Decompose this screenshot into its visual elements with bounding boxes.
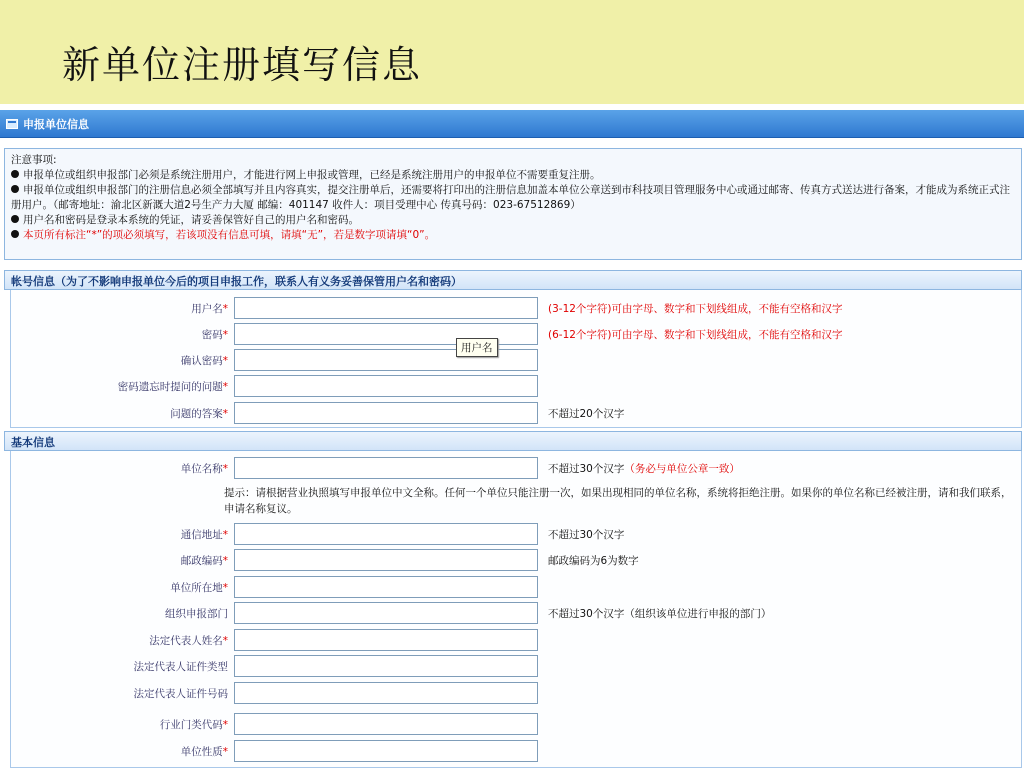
notice-line-2: 申报单位或组织申报部门的注册信息必须全部填写并且内容真实，提交注册单后，还需要将打印出的注册信息加盖本单位公章送到市科技项目管理服务中心或通过邮寄、传真方式送达进行备案，才能成为系统正式注册用户。（邮寄地址：渝北区新溉大道2号生产力大厦 邮编：401147 收件人：项目受理中心 传真号码：023-67512869） xyxy=(11,184,1010,211)
unit-name-tip: 提示：请根据营业执照填写申报单位中文全称。任何一个单位只能注册一次，如果出现相同的单位名称，系统将拒绝注册。如果你的单位名称已经被注册，请和我们联系，申请名称复议。 xyxy=(224,487,1012,515)
security-question-label: 密码遗忘时提问的问题 xyxy=(117,381,223,393)
postcode-input[interactable] xyxy=(234,549,538,571)
legal-rep-name-row xyxy=(10,627,1022,653)
legal-rep-name-input[interactable] xyxy=(234,629,538,651)
basic-section-header: 基本信息 xyxy=(4,431,1022,451)
account-section-header: 帐号信息（为了不影响申报单位今后的项目申报工作，联系人有义务妥善保管用户名和密码） xyxy=(4,270,1022,290)
security-question-row xyxy=(10,373,1022,399)
form-title-bar xyxy=(0,110,1024,138)
notice-line-3: 用户名和密码是登录本系统的凭证，请妥善保管好自己的用户名和密码。 xyxy=(11,213,1015,228)
postcode-row xyxy=(10,547,1022,573)
security-answer-label: 问题的答案 xyxy=(170,408,223,420)
legal-rep-id-type-label: 法定代表人证件类型 xyxy=(133,661,228,673)
address-hint: 不超过30个汉字 xyxy=(548,529,625,541)
slide-header xyxy=(0,0,1024,104)
notice-line-4: 本页所有标注“*”的项必须填写，若该项没有信息可填，请填“无”，若是数字项请填“0”。 xyxy=(11,228,1015,243)
security-answer-hint: 不超过20个汉字 xyxy=(548,408,625,420)
industry-code-input[interactable] xyxy=(234,713,538,735)
unit-name-input[interactable] xyxy=(234,457,538,479)
required-mark: * xyxy=(222,329,228,341)
bullet-icon xyxy=(11,185,19,193)
required-mark: * xyxy=(222,408,228,420)
confirm-password-label: 确认密码 xyxy=(180,355,223,367)
location-row xyxy=(10,574,1022,600)
password-label: 密码 xyxy=(201,329,223,341)
username-tooltip: 用户名 xyxy=(456,338,498,357)
unit-name-hint-red: （务必与单位公章一致） xyxy=(624,463,740,475)
required-mark: * xyxy=(222,355,228,367)
org-dept-row xyxy=(10,600,1022,626)
bullet-icon xyxy=(11,230,19,238)
postcode-hint: 邮政编码为6为数字 xyxy=(548,555,639,567)
unit-name-row xyxy=(10,455,1022,481)
notice-box xyxy=(4,148,1022,260)
password-row xyxy=(10,321,1022,347)
unit-nature-input[interactable] xyxy=(234,740,538,762)
location-label: 单位所在地 xyxy=(170,582,223,594)
unit-nature-row xyxy=(10,738,1022,764)
address-row xyxy=(10,521,1022,547)
location-input[interactable] xyxy=(234,576,538,598)
required-mark: * xyxy=(222,635,228,647)
form-window-icon xyxy=(6,119,18,129)
org-dept-label: 组织申报部门 xyxy=(165,608,228,620)
required-mark: * xyxy=(222,381,228,393)
username-hint: (3-12个字符)可由字母、数字和下划线组成，不能有空格和汉字 xyxy=(548,303,843,315)
address-label: 通信地址 xyxy=(180,529,223,541)
password-hint: (6-12个字符)可由字母、数字和下划线组成，不能有空格和汉字 xyxy=(548,329,843,341)
username-label: 用户名 xyxy=(191,303,223,315)
required-mark: * xyxy=(222,746,228,758)
org-dept-input[interactable] xyxy=(234,602,538,624)
legal-rep-id-number-row xyxy=(10,680,1022,706)
required-mark: * xyxy=(222,719,228,731)
security-answer-row xyxy=(10,400,1022,426)
unit-name-label: 单位名称 xyxy=(180,463,223,475)
confirm-password-row xyxy=(10,347,1022,373)
legal-rep-name-label: 法定代表人姓名 xyxy=(149,635,223,647)
notice-line-1: 申报单位或组织申报部门必须是系统注册用户，才能进行网上申报或管理，已经是系统注册用户的申报单位不需要重复注册。 xyxy=(11,168,1015,183)
security-answer-input[interactable] xyxy=(234,402,538,424)
required-mark: * xyxy=(222,555,228,567)
required-mark: * xyxy=(222,582,228,594)
bullet-icon xyxy=(11,215,19,223)
notice-heading: 注意事项: xyxy=(11,154,57,166)
org-dept-hint: 不超过30个汉字（组织该单位进行申报的部门） xyxy=(548,608,772,620)
industry-code-row xyxy=(10,711,1022,737)
security-question-input[interactable] xyxy=(234,375,538,397)
legal-rep-id-number-label: 法定代表人证件号码 xyxy=(133,688,228,700)
unit-name-hint: 不超过30个汉字（务必与单位公章一致） xyxy=(548,463,740,475)
required-mark: * xyxy=(222,529,228,541)
required-mark: * xyxy=(222,303,228,315)
legal-rep-id-type-input[interactable] xyxy=(234,655,538,677)
username-row xyxy=(10,295,1022,321)
username-input[interactable] xyxy=(234,297,538,319)
unit-nature-label: 单位性质 xyxy=(180,746,223,758)
required-mark: * xyxy=(222,463,228,475)
postcode-label: 邮政编码 xyxy=(180,555,223,567)
legal-rep-id-type-row xyxy=(10,653,1022,679)
bullet-icon xyxy=(11,170,19,178)
industry-code-label: 行业门类代码 xyxy=(159,719,223,731)
legal-rep-id-number-input[interactable] xyxy=(234,682,538,704)
form-title: 申报单位信息 xyxy=(23,117,89,131)
address-input[interactable] xyxy=(234,523,538,545)
slide-title: 新单位注册填写信息 xyxy=(62,43,423,87)
